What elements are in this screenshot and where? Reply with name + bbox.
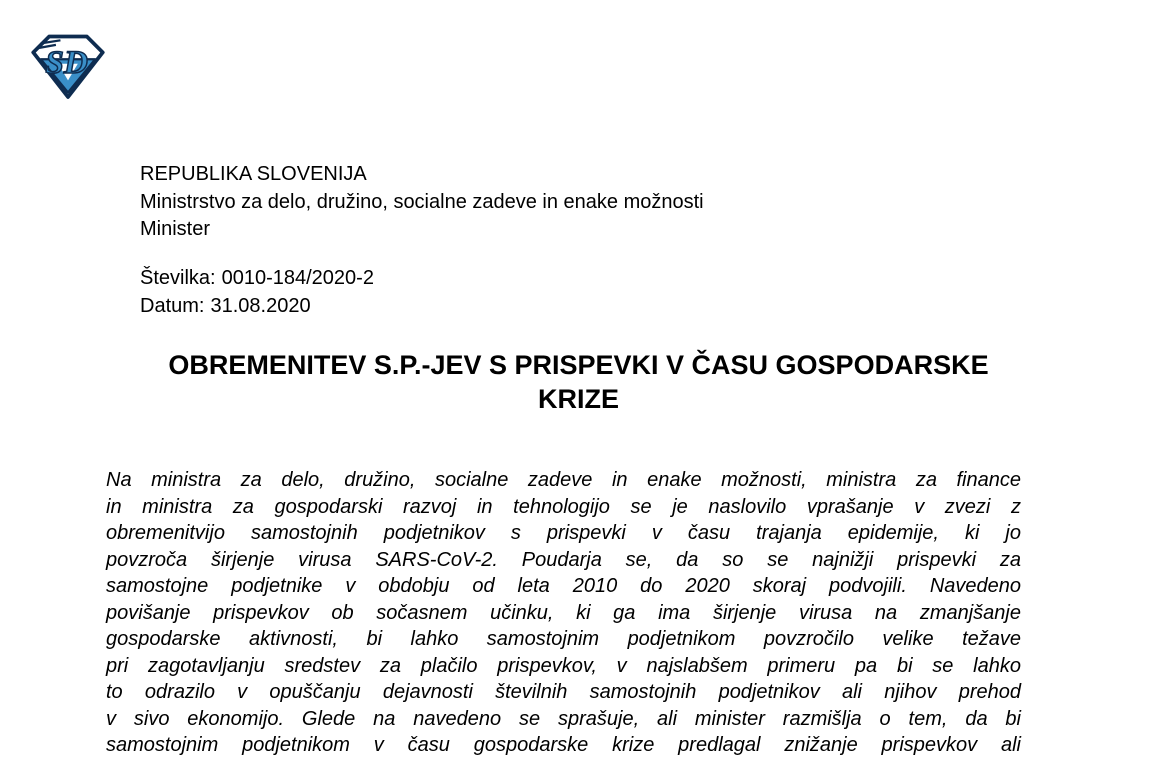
document-number-value: 0010-184/2020-2 <box>221 267 374 289</box>
document-date-value: 31.08.2020 <box>210 294 311 317</box>
country-name: REPUBLIKA SLOVENIJA <box>140 163 367 185</box>
body-line: Na ministra za delo, družino, socialne zadeve in enake možnosti, ministra za finance <box>106 469 1021 491</box>
body-line: pri zagotavljanju sredstev za plačilo prispevkov, v najslabšem primeru pa bi se lahko <box>106 654 1021 677</box>
document-date-label: Datum: <box>140 294 205 317</box>
body-line: povišanje prispevkov ob sočasnem učinku, ki ga ima širjenje virusa na zmanjšanje <box>106 601 1021 624</box>
document-number-row <box>140 265 374 293</box>
body-line: samostojne podjetnike v obdobju od leta 2010 do 2020 skoraj podvojili. Navedeno <box>106 575 1021 597</box>
page-title-line: OBREMENITEV S.P.-JEV S PRISPEVKI V ČASU GOSPODARSKE <box>168 350 989 380</box>
body-line: v sivo ekonomijo. Glede na navedeno se sprašuje, ali minister razmišlja o tem, da bi <box>106 707 1021 730</box>
body-line: povzroča širjenje virusa SARS-CoV-2. Poudarja se, da so se najnižji prispevki za <box>106 548 1021 571</box>
document-date-row <box>140 293 374 321</box>
body-paragraph <box>106 467 1021 759</box>
svg-text:SD: SD <box>45 43 88 81</box>
letterhead <box>140 161 704 244</box>
page-title <box>140 348 1017 416</box>
body-line: gospodarske aktivnosti, bi lahko samostojnim podjetnikom povzročilo velike težave <box>106 628 1021 650</box>
sender-role: Minister <box>140 218 211 240</box>
document-number-label: Številka: <box>140 267 216 289</box>
body-line: obremenitvijo samostojnih podjetnikov s prispevki v času trajanja epidemije, ki jo <box>106 522 1021 544</box>
body-line-clipped: samostojnim podjetnikom v času gospodarske krize predlagal znižanje prispevkov ali <box>106 734 1021 756</box>
sd-logo-icon <box>30 32 106 100</box>
body-line: in ministra za gospodarski razvoj in tehnologijo se je naslovilo vprašanje v zvezi z <box>106 495 1021 518</box>
body-line: to odrazilo v opuščanju dejavnosti številnih samostojnih podjetnikov ali njihov prehod <box>106 681 1021 703</box>
ministry-name: Ministrstvo za delo, družino, socialne zadeve in enake možnosti <box>140 190 704 213</box>
page-title-line: KRIZE <box>538 384 619 414</box>
document-meta <box>140 265 374 320</box>
